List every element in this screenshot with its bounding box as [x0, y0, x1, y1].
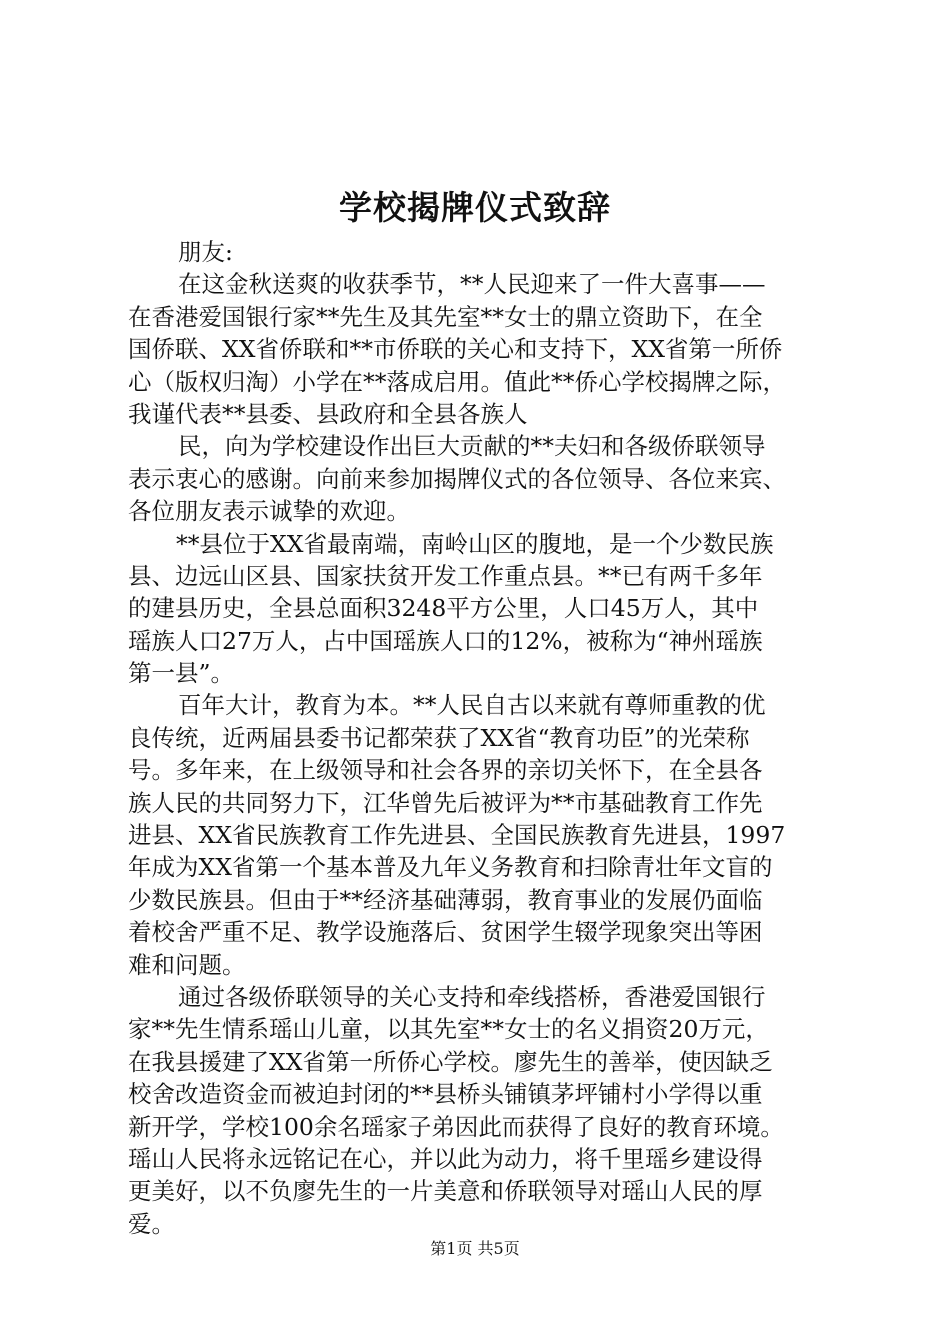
text-line: 心（版权归淘）小学在**落成启用。值此**侨心学校揭牌之际，	[128, 367, 786, 396]
text-line: 家**先生情系瑶山儿童，以其先室**女士的名义捐资20万元，	[128, 1015, 769, 1044]
text-line: 的建县历史，全县总面积3248平方公里，人口45万人，其中	[128, 594, 759, 623]
text-line: 年成为XX省第一个基本普及九年义务教育和扫除青壮年文盲的	[128, 853, 773, 882]
text-line: 表示衷心的感谢。向前来参加揭牌仪式的各位领导、各位来宾、	[128, 464, 786, 493]
text-line: 新开学，学校100余名瑶家子弟因此而获得了良好的教育环境。	[128, 1112, 784, 1141]
page-footer: 第1页 共5页	[430, 1239, 520, 1258]
text-line: 少数民族县。但由于**经济基础薄弱，教育事业的发展仍面临	[128, 885, 763, 914]
text-line: **县位于XX省最南端，南岭山区的腹地，是一个少数民族	[176, 529, 774, 558]
text-line: 县、边远山区县、国家扶贫开发工作重点县。**已有两千多年	[128, 561, 763, 590]
text-line: 瑶族人口27万人，占中国瑶族人口的12%，被称为“神州瑶族	[128, 626, 763, 655]
text-line: 百年大计，教育为本。**人民自古以来就有尊师重教的优	[178, 691, 766, 720]
text-line: 进县、XX省民族教育工作先进县、全国民族教育先进县，1997	[128, 821, 786, 850]
text-line: 难和问题。	[128, 950, 246, 979]
text-line: 各位朋友表示诚挚的欢迎。	[128, 497, 410, 526]
text-line: 在我县援建了XX省第一所侨心学校。廖先生的善举，使因缺乏	[128, 1047, 773, 1076]
text-line: 第一县”。	[128, 659, 235, 688]
text-line: 爱。	[128, 1209, 175, 1238]
document-title: 学校揭牌仪式致辞	[339, 188, 611, 227]
text-line: 在香港爱国银行家**先生及其先室**女士的鼎立资助下，在全	[128, 302, 763, 331]
text-line: 在这金秋送爽的收获季节，**人民迎来了一件大喜事——	[178, 270, 766, 299]
text-line: 更美好，以不负廖先生的一片美意和侨联领导对瑶山人民的厚	[128, 1177, 763, 1206]
text-line: 民，向为学校建设作出巨大贡献的**夫妇和各级侨联领导	[178, 432, 766, 461]
text-line: 着校舍严重不足、教学设施落后、贫困学生辍学现象突出等困	[128, 918, 763, 947]
text-line: 族人民的共同努力下，江华曾先后被评为**市基础教育工作先	[128, 788, 763, 817]
text-line: 通过各级侨联领导的关心支持和牵线搭桥，香港爱国银行	[178, 982, 766, 1011]
text-line: 朋友:	[178, 238, 233, 266]
text-line: 国侨联、XX省侨联和**市侨联的关心和支持下，XX省第一所侨	[128, 335, 783, 364]
text-line: 我谨代表**县委、县政府和全县各族人	[128, 399, 528, 428]
text-line: 校舍改造资金而被迫封闭的**县桥头铺镇茅坪铺村小学得以重	[128, 1080, 763, 1109]
text-line: 良传统，近两届县委书记都荣获了XX省“教育功臣”的光荣称	[128, 723, 750, 752]
text-line: 号。多年来，在上级领导和社会各界的亲切关怀下，在全县各	[128, 756, 763, 785]
document-body	[128, 236, 828, 1240]
text-line: 瑶山人民将永远铭记在心，并以此为动力，将千里瑶乡建设得	[128, 1144, 763, 1173]
